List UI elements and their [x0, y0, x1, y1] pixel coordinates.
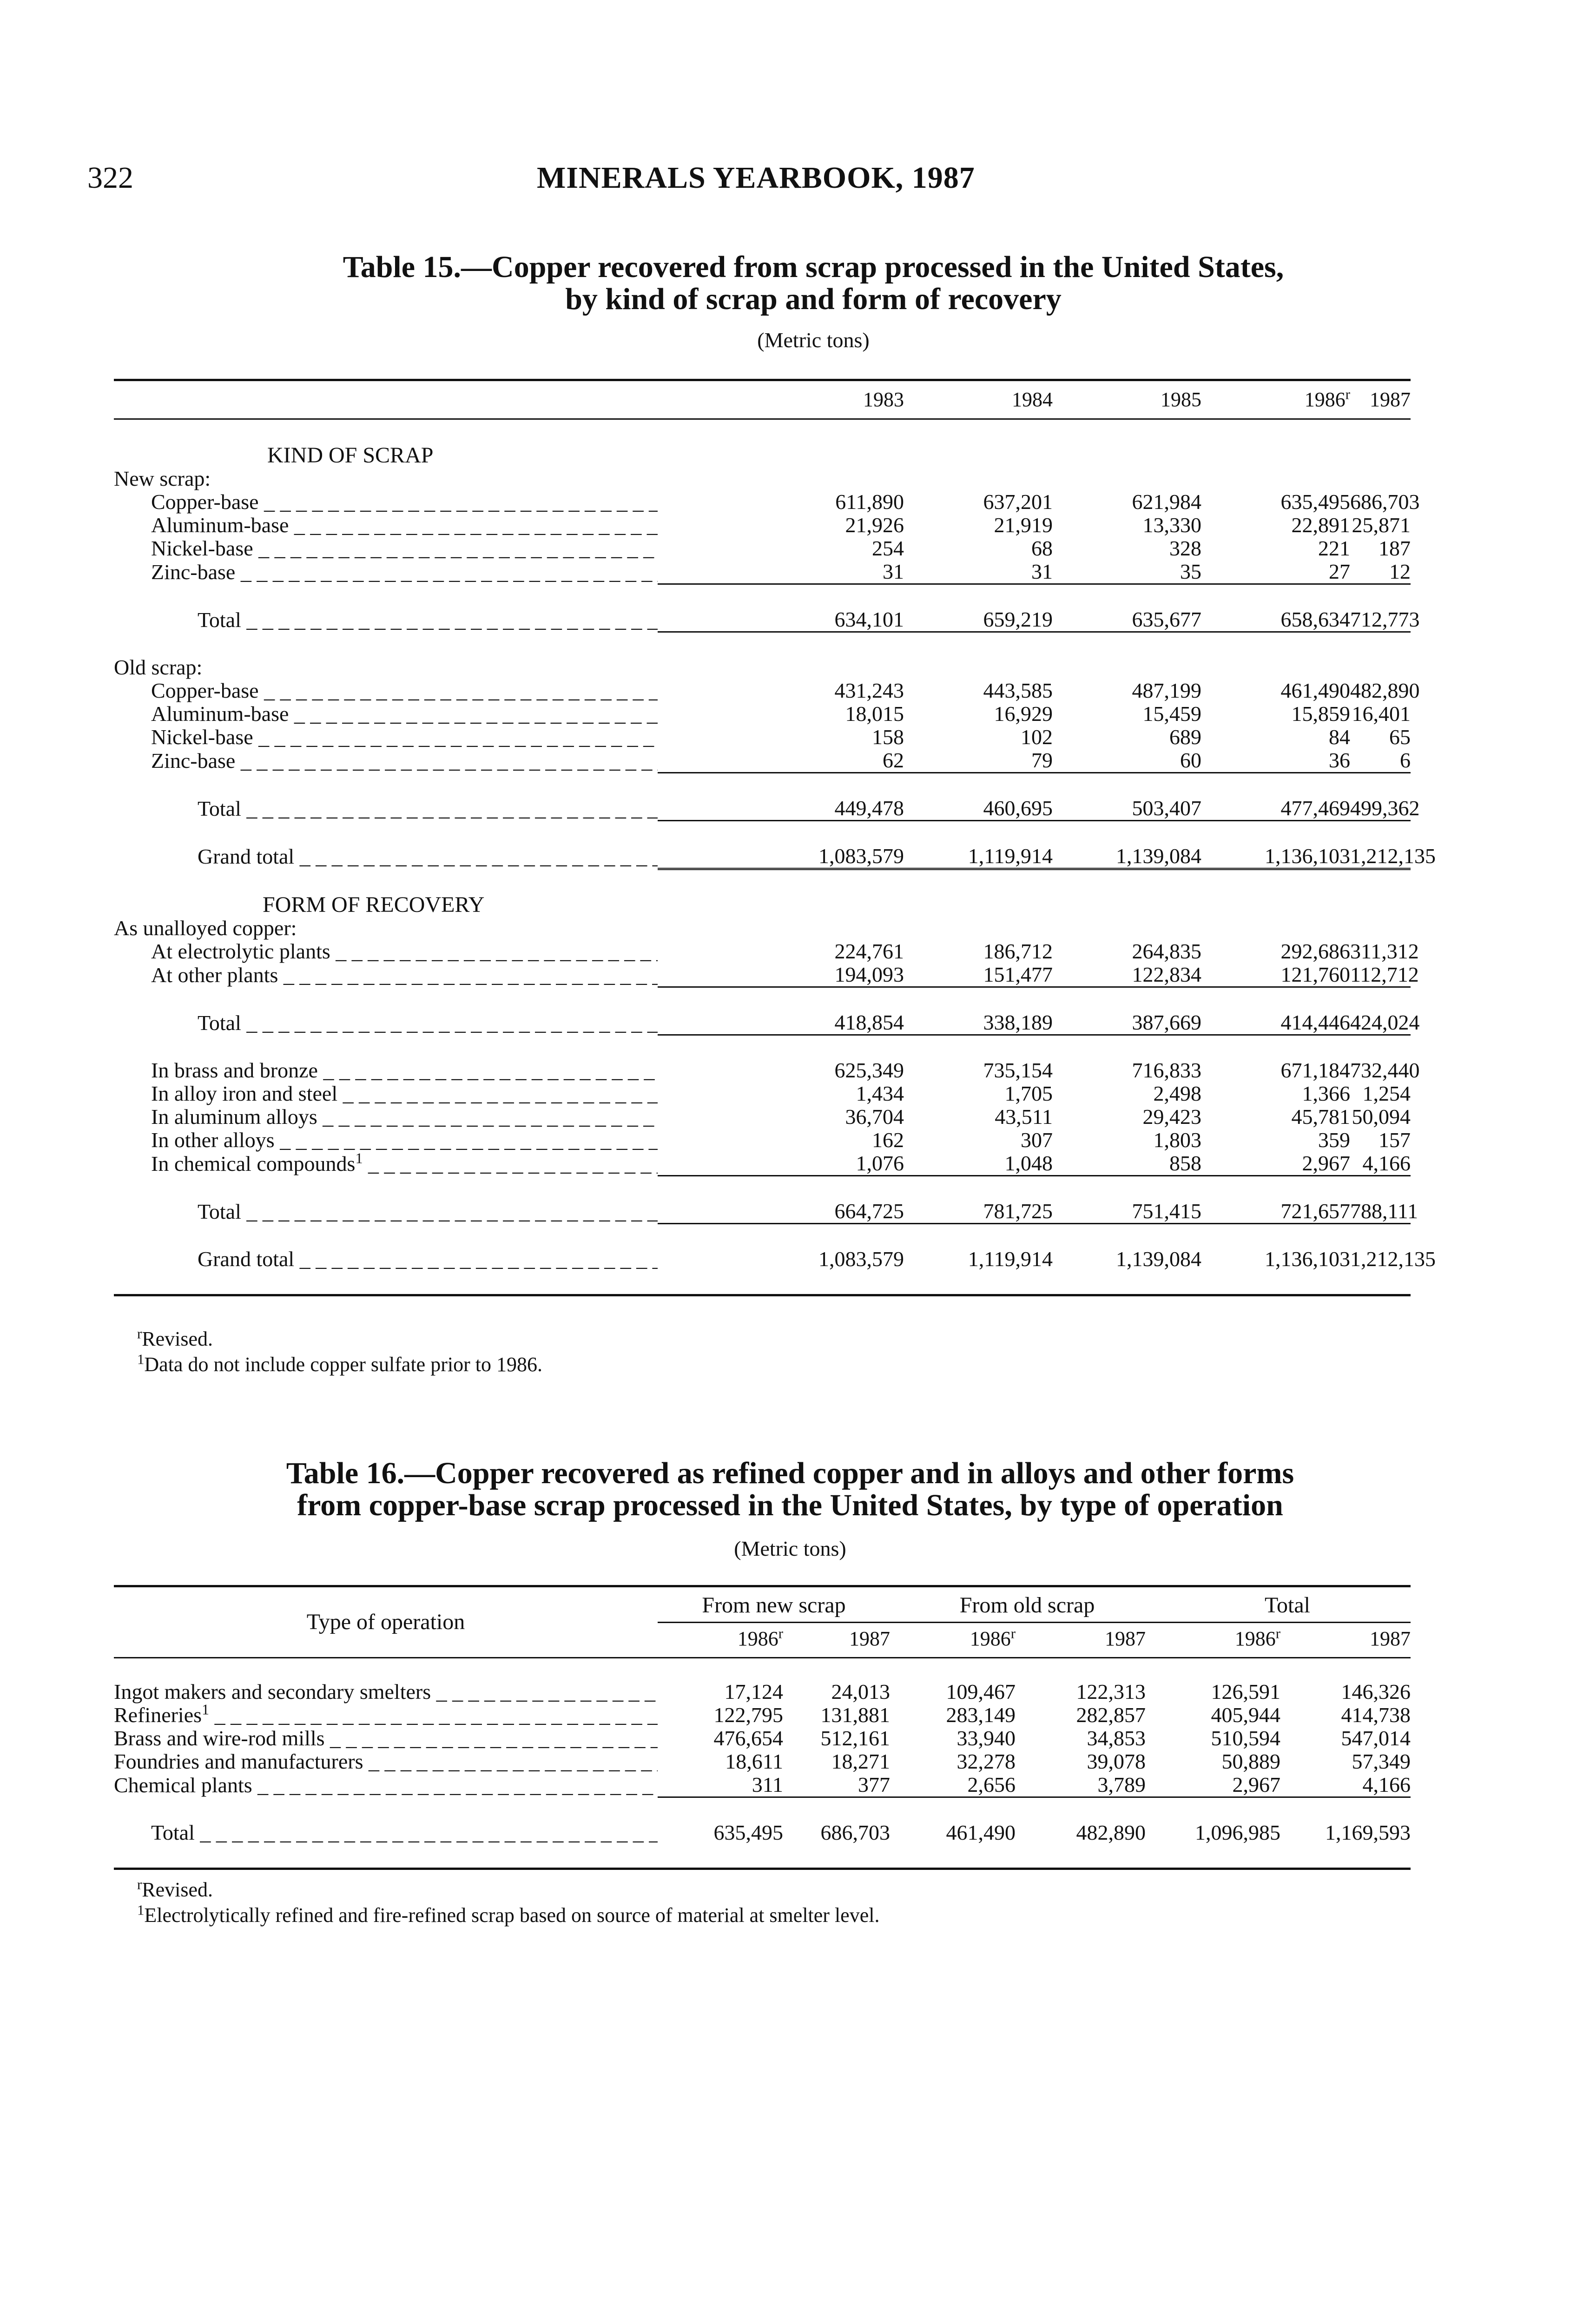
t16-year: 1986$^r$ [970, 1625, 1016, 1650]
cell: 1,169,593 [1325, 1821, 1411, 1844]
cell: 482,890 [1350, 679, 1420, 702]
cell: 1,083,579 [818, 1247, 904, 1271]
cell: 50,889 [1221, 1750, 1280, 1773]
t15-section-kind: KIND OF SCRAP [267, 443, 434, 468]
cell: 1,076 [856, 1151, 904, 1175]
cell: 109,467 [946, 1680, 1016, 1703]
cell: 186,712 [983, 939, 1053, 963]
running-title: MINERALS YEARBOOK, 1987 [537, 161, 975, 195]
cell: 21,926 [845, 513, 904, 537]
t16-group-old: From old scrap [890, 1590, 1146, 1622]
cell: 659,219 [983, 607, 1053, 631]
cell: 292,686 [1280, 939, 1350, 963]
cell: 1,139,084 [1116, 1247, 1201, 1271]
row-label: Grand total _ _ _ [198, 845, 658, 868]
cell: 45,781 [1291, 1105, 1350, 1129]
row-label: In alloy iron and steel _ _ _ [151, 1082, 658, 1105]
cell: 635,495 [1280, 490, 1350, 514]
cell: 12 [1389, 560, 1411, 583]
cell: 16,929 [994, 702, 1053, 726]
cell: 721,657 [1280, 1199, 1350, 1223]
cell: 1,705 [1004, 1082, 1053, 1105]
cell: 6 [1400, 748, 1411, 772]
cell: 31 [1031, 560, 1053, 583]
cell: 510,594 [1211, 1726, 1280, 1750]
cell: 2,498 [1153, 1082, 1201, 1105]
cell: 122,795 [713, 1703, 783, 1727]
cell: 547,014 [1341, 1726, 1411, 1750]
cell: 194,093 [834, 963, 904, 986]
table-row [114, 1082, 1411, 1105]
cell: 50,094 [1352, 1105, 1411, 1129]
row-label: Brass and wire-rod mills _ _ _ [114, 1727, 658, 1750]
cell: 18,015 [845, 702, 904, 726]
cell: 443,585 [983, 679, 1053, 702]
cell: 1,119,914 [968, 1247, 1053, 1271]
cell: 33,940 [956, 1726, 1016, 1750]
cell: 482,890 [1076, 1821, 1146, 1844]
table15-title [139, 251, 1487, 316]
table15-body [114, 443, 1436, 1296]
row-label: In other alloys _ _ _ [151, 1129, 658, 1152]
t15-year-1985: 1985 [1161, 388, 1201, 411]
cell: 635,677 [1132, 607, 1201, 631]
cell: 264,835 [1132, 939, 1201, 963]
cell: 2,967 [1232, 1773, 1280, 1796]
table16-body [114, 1680, 1411, 1870]
cell: 716,833 [1132, 1058, 1201, 1082]
cell: 664,725 [834, 1199, 904, 1223]
table16-title-line1: Table 16.—Copper recovered as refined copper and in alloys and other forms [286, 1456, 1294, 1490]
table-row [114, 490, 1411, 514]
row-label: Grand total _ _ _ [198, 1248, 658, 1271]
table-row [114, 1152, 1411, 1176]
row-label: Zinc-base _ _ _ [151, 749, 658, 772]
page-number: 322 [87, 161, 133, 195]
cell: 671,184 [1280, 1058, 1350, 1082]
cell: 21,919 [994, 513, 1053, 537]
cell: 282,857 [1076, 1703, 1146, 1727]
cell: 1,096,985 [1195, 1821, 1280, 1844]
cell: 621,984 [1132, 490, 1201, 514]
cell: 637,201 [983, 490, 1053, 514]
cell: 60 [1180, 748, 1201, 772]
row-label: Foundries and manufacturers _ _ _ [114, 1750, 658, 1773]
cell: 689 [1169, 725, 1201, 749]
t15-unalloyed-label: As unalloyed copper: [114, 916, 297, 940]
cell: 1,119,914 [968, 844, 1053, 868]
cell: 224,761 [834, 939, 904, 963]
table-row [114, 560, 1411, 584]
row-label: Total _ _ _ [198, 1011, 658, 1035]
t16-year: 1986$^r$ [737, 1625, 783, 1650]
cell: 328 [1169, 536, 1201, 560]
table-row [114, 940, 1411, 963]
table-row [114, 679, 1411, 702]
cell: 635,495 [713, 1821, 783, 1844]
row-label: Chemical plants _ _ _ [114, 1773, 658, 1797]
row-label: Total _ _ _ [198, 797, 658, 820]
row-label: Aluminum-base _ _ _ [151, 702, 658, 726]
t16-type-header: Type of operation [306, 1610, 465, 1634]
table-row [114, 1105, 1411, 1129]
cell: 387,669 [1132, 1010, 1201, 1034]
cell: 1,139,084 [1116, 844, 1201, 868]
cell: 735,154 [983, 1058, 1053, 1082]
cell: 79 [1031, 748, 1053, 772]
cell: 3,789 [1097, 1773, 1146, 1796]
cell: 25,871 [1352, 513, 1411, 537]
cell: 162 [872, 1128, 904, 1152]
cell: 449,478 [834, 796, 904, 820]
cell: 65 [1389, 725, 1411, 749]
table-row-total [114, 1011, 1411, 1035]
cell: 625,349 [834, 1058, 904, 1082]
cell: 16,401 [1352, 702, 1411, 726]
cell: 461,490 [946, 1821, 1016, 1844]
cell: 405,944 [1211, 1703, 1280, 1727]
table-row-total [114, 797, 1411, 821]
table-row-total [114, 1200, 1411, 1224]
t15-section-form: FORM OF RECOVERY [263, 892, 485, 917]
t16-group-total: Total [1146, 1590, 1411, 1622]
table16-header-rule [114, 1657, 1411, 1658]
t16-year: 1986$^r$ [1234, 1625, 1281, 1650]
cell: 431,243 [834, 679, 904, 702]
t15-footnote-1: $^1$Data do not include copper sulfate prior to 1986. [137, 1351, 542, 1376]
cell: 57,349 [1352, 1750, 1411, 1773]
table-row-total [114, 608, 1411, 632]
cell: 283,149 [946, 1703, 1016, 1727]
table16-title [93, 1457, 1487, 1522]
row-label: In aluminum alloys _ _ _ [151, 1105, 658, 1129]
cell: 2,656 [967, 1773, 1016, 1796]
table-row [114, 726, 1411, 749]
cell: 24,013 [831, 1680, 890, 1703]
cell: 460,695 [983, 796, 1053, 820]
cell: 1,366 [1302, 1082, 1350, 1105]
cell: 414,446 [1280, 1010, 1350, 1034]
cell: 781,725 [983, 1199, 1053, 1223]
cell: 146,326 [1341, 1680, 1411, 1703]
cell: 307 [1021, 1128, 1053, 1152]
cell: 1,212,135 [1350, 1247, 1436, 1271]
cell: 131,881 [820, 1703, 890, 1727]
cell: 686,703 [1350, 490, 1420, 514]
cell: 122,313 [1076, 1680, 1146, 1703]
row-label: Copper-base _ _ _ [151, 679, 658, 702]
row-label: At other plants _ _ _ [151, 963, 658, 987]
row-label: Total _ _ _ [151, 1821, 658, 1844]
t15-old-scrap-label: Old scrap: [114, 655, 203, 679]
table16-title-line2: from copper-base scrap processed in the United States, by type of operation [297, 1488, 1283, 1523]
cell: 311,312 [1350, 939, 1419, 963]
table15-header-rule [114, 418, 1411, 420]
table15-unit: (Metric tons) [757, 328, 870, 352]
cell: 414,738 [1341, 1703, 1411, 1727]
cell: 858 [1169, 1151, 1201, 1175]
table-row-total [114, 1821, 1411, 1844]
table-row [114, 1727, 1411, 1750]
cell: 512,161 [820, 1726, 890, 1750]
cell: 1,212,135 [1350, 844, 1436, 868]
table-row [114, 514, 1411, 537]
table16-header [114, 1590, 1411, 1655]
cell: 121,760 [1280, 963, 1350, 986]
cell: 1,803 [1153, 1128, 1201, 1152]
row-label: At electrolytic plants _ _ _ [151, 940, 658, 963]
table-row [114, 1773, 1411, 1797]
cell: 1,136,103 [1265, 1247, 1350, 1271]
cell: 712,773 [1350, 607, 1420, 631]
cell: 36,704 [845, 1105, 904, 1129]
cell: 31 [883, 560, 904, 583]
cell: 751,415 [1132, 1199, 1201, 1223]
row-label: Refineries$^1$ _ _ _ [114, 1703, 658, 1727]
cell: 17,124 [724, 1680, 783, 1703]
cell: 424,024 [1350, 1010, 1420, 1034]
t15-new-scrap-label: New scrap: [114, 467, 211, 490]
t16-year: 1987 [1370, 1627, 1411, 1650]
row-label: Aluminum-base _ _ _ [151, 514, 658, 537]
cell: 18,271 [831, 1750, 890, 1773]
cell: 4,166 [1362, 1151, 1411, 1175]
cell: 221 [1318, 536, 1350, 560]
t16-group-new: From new scrap [658, 1590, 890, 1622]
t15-year-1987: 1987 [1370, 388, 1411, 411]
cell: 27 [1329, 560, 1350, 583]
cell: 311 [752, 1773, 783, 1796]
row-label: Total _ _ _ [198, 1200, 658, 1223]
cell: 102 [1021, 725, 1053, 749]
cell: 418,854 [834, 1010, 904, 1034]
cell: 477,469 [1280, 796, 1350, 820]
cell: 112,712 [1350, 963, 1419, 986]
cell: 18,611 [725, 1750, 783, 1773]
table-row-grand-total [114, 845, 1411, 869]
cell: 84 [1329, 725, 1350, 749]
table-row [114, 1129, 1411, 1152]
table15-title-line1: Table 15.—Copper recovered from scrap processed in the United States, [343, 250, 1284, 284]
cell: 35 [1180, 560, 1201, 583]
table15-column-header [114, 383, 1411, 416]
cell: 1,136,103 [1265, 844, 1350, 868]
t15-year-1984: 1984 [1012, 388, 1053, 411]
table15-title-line2: by kind of scrap and form of recovery [565, 282, 1062, 317]
cell: 634,101 [834, 607, 904, 631]
cell: 1,254 [1362, 1082, 1411, 1105]
t15-year-1986: 1986$^r$ [1304, 386, 1350, 411]
row-label: In brass and bronze _ _ _ [151, 1059, 658, 1082]
table-row [114, 1750, 1411, 1773]
cell: 338,189 [983, 1010, 1053, 1034]
t16-note-revised: $^r$Revised. [137, 1876, 213, 1901]
cell: 658,634 [1280, 607, 1350, 631]
cell: 359 [1318, 1128, 1350, 1152]
t15-year-1983: 1983 [863, 388, 904, 411]
cell: 254 [872, 536, 904, 560]
cell: 732,440 [1350, 1058, 1420, 1082]
cell: 151,477 [983, 963, 1053, 986]
table15-top-rule [114, 379, 1411, 381]
table16-unit: (Metric tons) [734, 1537, 846, 1560]
cell: 503,407 [1132, 796, 1201, 820]
cell: 122,834 [1132, 963, 1201, 986]
cell: 788,111 [1350, 1199, 1418, 1223]
row-label: Ingot makers and secondary smelters _ _ _ [114, 1680, 658, 1703]
cell: 62 [883, 748, 904, 772]
cell: 39,078 [1087, 1750, 1146, 1773]
cell: 32,278 [956, 1750, 1016, 1773]
t16-footnote-1: $^1$Electrolytically refined and fire-refined scrap based on source of material at smelter level. [137, 1902, 880, 1927]
cell: 4,166 [1362, 1773, 1411, 1796]
cell: 126,591 [1211, 1680, 1280, 1703]
table-row [114, 963, 1411, 987]
row-label: Total _ _ _ [198, 608, 658, 632]
cell: 611,890 [835, 490, 904, 514]
cell: 499,362 [1350, 796, 1420, 820]
cell: 68 [1031, 536, 1053, 560]
table-row [114, 1059, 1411, 1082]
table-row [114, 702, 1411, 726]
cell: 22,891 [1291, 513, 1350, 537]
row-label: Copper-base _ _ _ [151, 490, 658, 514]
cell: 476,654 [713, 1726, 783, 1750]
table-row-grand-total [114, 1248, 1411, 1271]
cell: 487,199 [1132, 679, 1201, 702]
row-label: In chemical compounds$^1$ _ _ _ [151, 1152, 658, 1175]
cell: 43,511 [995, 1105, 1053, 1129]
t16-year: 1987 [1105, 1627, 1146, 1650]
cell: 187 [1379, 536, 1411, 560]
table-row [114, 749, 1411, 773]
row-label: Nickel-base _ _ _ [151, 537, 658, 560]
row-label: Zinc-base _ _ _ [151, 560, 658, 584]
table-row [114, 1680, 1411, 1703]
cell: 1,048 [1004, 1151, 1053, 1175]
table-row [114, 1703, 1411, 1727]
cell: 13,330 [1142, 513, 1201, 537]
cell: 377 [858, 1773, 890, 1796]
table-row [114, 537, 1411, 560]
cell: 1,434 [856, 1082, 904, 1105]
t16-year: 1987 [849, 1627, 890, 1650]
t15-note-revised: $^r$Revised. [137, 1326, 213, 1350]
cell: 15,459 [1142, 702, 1201, 726]
cell: 36 [1329, 748, 1350, 772]
cell: 158 [872, 725, 904, 749]
cell: 34,853 [1087, 1726, 1146, 1750]
cell: 686,703 [820, 1821, 890, 1844]
cell: 15,859 [1291, 702, 1350, 726]
table16-top-rule [114, 1585, 1411, 1587]
cell: 157 [1379, 1128, 1411, 1152]
cell: 1,083,579 [818, 844, 904, 868]
cell: 29,423 [1142, 1105, 1201, 1129]
cell: 2,967 [1302, 1151, 1350, 1175]
row-label: Nickel-base _ _ _ [151, 726, 658, 749]
cell: 461,490 [1280, 679, 1350, 702]
